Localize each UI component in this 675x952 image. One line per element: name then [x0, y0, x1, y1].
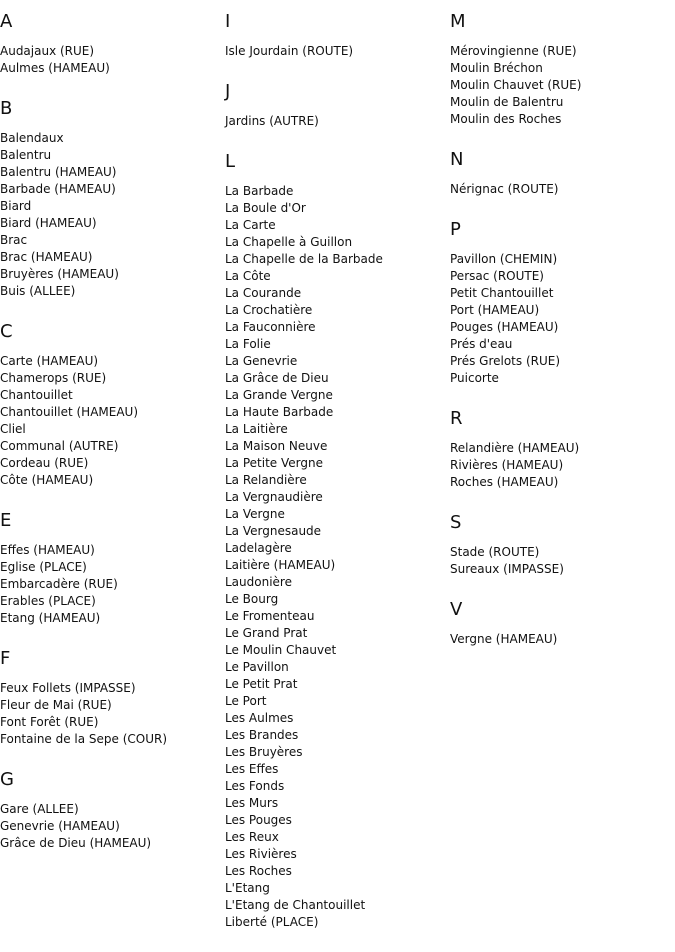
list-item — [450, 474, 670, 491]
list-item — [0, 818, 220, 835]
list-item — [225, 727, 445, 744]
street-link[interactable]: La Boule d'Or — [225, 201, 306, 215]
section-letter-heading: E — [0, 510, 12, 531]
list-item — [0, 283, 220, 300]
letter-section — [0, 648, 220, 748]
street-link[interactable]: L'Etang — [225, 881, 270, 895]
street-list — [225, 113, 445, 130]
street-list — [0, 680, 220, 748]
list-item — [0, 593, 220, 610]
street-link[interactable]: Fleur de Mai (RUE) — [0, 698, 112, 712]
street-list — [0, 353, 220, 489]
section-letter-heading: M — [450, 11, 466, 32]
index-column-3 — [450, 0, 670, 669]
section-letter-heading: R — [450, 408, 463, 429]
street-link[interactable]: Nérignac (ROUTE) — [450, 182, 559, 196]
street-link[interactable]: Les Pouges — [225, 813, 292, 827]
street-link[interactable]: Les Rivières — [225, 847, 297, 861]
letter-section — [450, 149, 670, 198]
street-link[interactable]: La Folie — [225, 337, 271, 351]
street-link[interactable]: Le Fromenteau — [225, 609, 315, 623]
list-item — [225, 506, 445, 523]
list-item — [450, 544, 670, 561]
list-item — [225, 591, 445, 608]
street-link[interactable]: Vergne (HAMEAU) — [450, 632, 558, 646]
street-link[interactable]: La Grande Vergne — [225, 388, 333, 402]
street-link[interactable]: Gare (ALLEE) — [0, 802, 79, 816]
street-link[interactable]: Rivières (HAMEAU) — [450, 458, 564, 472]
list-item — [225, 472, 445, 489]
street-link[interactable]: La Crochatière — [225, 303, 313, 317]
section-letter-heading: N — [450, 149, 464, 170]
letter-section — [225, 151, 445, 931]
list-item — [0, 731, 220, 748]
list-item — [225, 642, 445, 659]
street-link[interactable]: La Grâce de Dieu — [225, 371, 329, 385]
letter-section — [0, 769, 220, 852]
street-link[interactable]: Roches (HAMEAU) — [450, 475, 559, 489]
section-letter-heading: B — [0, 98, 13, 119]
street-link[interactable]: Erables (PLACE) — [0, 594, 96, 608]
list-item — [225, 234, 445, 251]
street-link[interactable]: Carte (HAMEAU) — [0, 354, 99, 368]
list-item — [450, 285, 670, 302]
street-link[interactable]: Biard — [0, 199, 32, 213]
street-link[interactable]: Aulmes (HAMEAU) — [0, 61, 110, 75]
list-item — [225, 489, 445, 506]
street-link[interactable]: La Courande — [225, 286, 302, 300]
list-item — [450, 94, 670, 111]
street-link[interactable]: Laitière (HAMEAU) — [225, 558, 336, 572]
street-link[interactable]: Embarcadère (RUE) — [0, 577, 118, 591]
list-item — [225, 761, 445, 778]
list-item — [450, 457, 670, 474]
street-list — [450, 440, 670, 491]
letter-section — [450, 512, 670, 578]
street-link[interactable]: La Haute Barbade — [225, 405, 334, 419]
street-link[interactable]: Balentru (HAMEAU) — [0, 165, 117, 179]
street-link[interactable]: Balentru — [0, 148, 52, 162]
letter-section — [450, 11, 670, 128]
street-link[interactable]: Balendaux — [0, 131, 64, 145]
letter-section — [225, 81, 445, 130]
index-column-1 — [0, 0, 220, 873]
section-letter-heading: L — [225, 151, 236, 172]
list-item — [225, 880, 445, 897]
section-letter-heading: C — [0, 321, 13, 342]
index-column-2 — [225, 0, 445, 952]
street-link[interactable]: Audajaux (RUE) — [0, 44, 95, 58]
list-item — [225, 625, 445, 642]
street-link[interactable]: Barbade (HAMEAU) — [0, 182, 116, 196]
list-item — [225, 302, 445, 319]
list-item — [225, 557, 445, 574]
list-item — [450, 111, 670, 128]
list-item — [225, 540, 445, 557]
street-list — [0, 542, 220, 627]
list-item — [225, 113, 445, 130]
list-item — [0, 697, 220, 714]
street-link[interactable]: Chantouillet (HAMEAU) — [0, 405, 139, 419]
section-letter-heading: J — [225, 81, 231, 102]
list-item — [0, 455, 220, 472]
list-item — [225, 897, 445, 914]
letter-section — [0, 11, 220, 77]
letter-section — [225, 11, 445, 60]
list-item — [0, 266, 220, 283]
street-link[interactable]: La Chapelle à Guillon — [225, 235, 353, 249]
section-letter-heading: A — [0, 11, 13, 32]
street-link[interactable]: Côte (HAMEAU) — [0, 473, 94, 487]
street-link[interactable]: Persac (ROUTE) — [450, 269, 544, 283]
street-link[interactable]: Port (HAMEAU) — [450, 303, 540, 317]
letter-section — [0, 321, 220, 489]
list-item — [450, 319, 670, 336]
street-list — [0, 801, 220, 852]
list-item — [225, 523, 445, 540]
list-item — [0, 370, 220, 387]
list-item — [450, 336, 670, 353]
list-item — [225, 43, 445, 60]
street-link[interactable]: Les Roches — [225, 864, 292, 878]
street-list — [0, 43, 220, 77]
list-item — [225, 421, 445, 438]
list-item — [450, 60, 670, 77]
street-link[interactable]: La Relandière — [225, 473, 307, 487]
list-item — [225, 914, 445, 931]
list-item — [0, 404, 220, 421]
street-list — [225, 183, 445, 931]
list-item — [0, 438, 220, 455]
street-link[interactable]: Bruyères (HAMEAU) — [0, 267, 119, 281]
section-letter-heading: V — [450, 599, 463, 620]
street-link[interactable]: Brac — [0, 233, 28, 247]
list-item — [0, 387, 220, 404]
list-item — [0, 835, 220, 852]
street-link[interactable]: Buis (ALLEE) — [0, 284, 76, 298]
list-item — [225, 710, 445, 727]
list-item — [225, 200, 445, 217]
list-item — [0, 215, 220, 232]
street-link[interactable]: Les Reux — [225, 830, 279, 844]
street-link[interactable]: Les Bruyères — [225, 745, 303, 759]
list-item — [450, 370, 670, 387]
list-item — [225, 829, 445, 846]
street-list — [450, 631, 670, 648]
list-item — [450, 440, 670, 457]
street-link[interactable]: La Carte — [225, 218, 276, 232]
street-link[interactable]: Prés Grelots (RUE) — [450, 354, 561, 368]
list-item — [450, 181, 670, 198]
list-item — [0, 559, 220, 576]
list-item — [0, 680, 220, 697]
list-item — [225, 744, 445, 761]
list-item — [0, 472, 220, 489]
street-link[interactable]: Prés d'eau — [450, 337, 513, 351]
street-link[interactable]: Grâce de Dieu (HAMEAU) — [0, 836, 152, 850]
list-item — [225, 336, 445, 353]
street-list — [450, 544, 670, 578]
street-link[interactable]: Le Grand Prat — [225, 626, 308, 640]
street-link[interactable]: Feux Follets (IMPASSE) — [0, 681, 136, 695]
street-list — [450, 181, 670, 198]
street-link[interactable]: Le Pavillon — [225, 660, 289, 674]
street-link[interactable]: Font Forêt (RUE) — [0, 715, 99, 729]
list-item — [0, 610, 220, 627]
list-item — [225, 387, 445, 404]
list-item — [0, 198, 220, 215]
street-link[interactable]: Laudonière — [225, 575, 292, 589]
street-link[interactable]: Cliel — [0, 422, 26, 436]
street-link[interactable]: Moulin Bréchon — [450, 61, 543, 75]
section-letter-heading: F — [0, 648, 11, 669]
street-link[interactable]: Les Fonds — [225, 779, 285, 793]
street-link[interactable]: La Vergnaudière — [225, 490, 323, 504]
street-link[interactable]: Brac (HAMEAU) — [0, 250, 93, 264]
street-link[interactable]: Pavillon (CHEMIN) — [450, 252, 558, 266]
list-item — [450, 251, 670, 268]
street-link[interactable]: Mérovingienne (RUE) — [450, 44, 577, 58]
letter-section — [450, 408, 670, 491]
street-link[interactable]: L'Etang de Chantouillet — [225, 898, 366, 912]
list-item — [225, 574, 445, 591]
street-link[interactable]: Etang (HAMEAU) — [0, 611, 101, 625]
street-link[interactable]: La Chapelle de la Barbade — [225, 252, 383, 266]
street-link[interactable]: Communal (AUTRE) — [0, 439, 119, 453]
list-item — [225, 183, 445, 200]
list-item — [225, 608, 445, 625]
street-link[interactable]: Les Aulmes — [225, 711, 294, 725]
street-link[interactable]: La Fauconnière — [225, 320, 316, 334]
letter-section — [0, 98, 220, 300]
street-link[interactable]: Le Bourg — [225, 592, 279, 606]
list-item — [225, 217, 445, 234]
section-letter-heading: G — [0, 769, 14, 790]
list-item — [450, 77, 670, 94]
street-link[interactable]: Relandière (HAMEAU) — [450, 441, 580, 455]
letter-section — [0, 510, 220, 627]
list-item — [225, 319, 445, 336]
street-link[interactable]: La Genevrie — [225, 354, 298, 368]
street-link[interactable]: Moulin des Roches — [450, 112, 562, 126]
list-item — [0, 353, 220, 370]
list-item — [0, 43, 220, 60]
section-letter-heading: I — [225, 11, 231, 32]
street-link[interactable]: La Petite Vergne — [225, 456, 323, 470]
list-item — [0, 232, 220, 249]
list-item — [225, 676, 445, 693]
street-link[interactable]: La Barbade — [225, 184, 294, 198]
street-link[interactable]: Le Port — [225, 694, 267, 708]
street-link[interactable]: La Côte — [225, 269, 271, 283]
street-link[interactable]: Chantouillet — [0, 388, 73, 402]
street-link[interactable]: Chamerops (RUE) — [0, 371, 107, 385]
list-item — [450, 353, 670, 370]
list-item — [225, 353, 445, 370]
street-link[interactable]: Ladelagère — [225, 541, 292, 555]
street-link[interactable]: Pouges (HAMEAU) — [450, 320, 559, 334]
list-item — [225, 285, 445, 302]
street-list — [450, 251, 670, 387]
street-link[interactable]: La Vergnesaude — [225, 524, 322, 538]
street-link[interactable]: Isle Jourdain (ROUTE) — [225, 44, 354, 58]
street-link[interactable]: Le Petit Prat — [225, 677, 298, 691]
list-item — [225, 795, 445, 812]
list-item — [225, 812, 445, 829]
street-link[interactable]: Eglise (PLACE) — [0, 560, 87, 574]
street-link[interactable]: Moulin Chauvet (RUE) — [450, 78, 582, 92]
list-item — [225, 268, 445, 285]
letter-section — [450, 219, 670, 387]
list-item — [0, 421, 220, 438]
street-link[interactable]: Les Effes — [225, 762, 279, 776]
list-item — [225, 846, 445, 863]
street-link[interactable]: Cordeau (RUE) — [0, 456, 89, 470]
street-link[interactable]: Puicorte — [450, 371, 499, 385]
street-link[interactable]: Jardins (AUTRE) — [225, 114, 319, 128]
street-list — [225, 43, 445, 60]
list-item — [450, 561, 670, 578]
street-link[interactable]: Les Murs — [225, 796, 279, 810]
letter-section — [450, 599, 670, 648]
list-item — [225, 863, 445, 880]
street-link[interactable]: Stade (ROUTE) — [450, 545, 540, 559]
list-item — [225, 370, 445, 387]
street-link[interactable]: Le Moulin Chauvet — [225, 643, 337, 657]
list-item — [225, 659, 445, 676]
list-item — [0, 714, 220, 731]
list-item — [0, 130, 220, 147]
street-link[interactable]: La Maison Neuve — [225, 439, 328, 453]
street-link[interactable]: Genevrie (HAMEAU) — [0, 819, 120, 833]
street-link[interactable]: Effes (HAMEAU) — [0, 543, 95, 557]
street-link[interactable]: Liberté (PLACE) — [225, 915, 319, 929]
list-item — [225, 438, 445, 455]
list-item — [0, 164, 220, 181]
street-link[interactable]: Sureaux (IMPASSE) — [450, 562, 564, 576]
list-item — [450, 43, 670, 60]
list-item — [0, 60, 220, 77]
street-link[interactable]: Petit Chantouillet — [450, 286, 554, 300]
list-item — [0, 576, 220, 593]
list-item — [0, 181, 220, 198]
list-item — [0, 249, 220, 266]
list-item — [0, 147, 220, 164]
list-item — [225, 455, 445, 472]
section-letter-heading: P — [450, 219, 461, 240]
street-link[interactable]: Biard (HAMEAU) — [0, 216, 97, 230]
street-link[interactable]: La Vergne — [225, 507, 285, 521]
list-item — [0, 801, 220, 818]
list-item — [225, 778, 445, 795]
street-list — [0, 130, 220, 300]
street-link[interactable]: Fontaine de la Sepe (COUR) — [0, 732, 168, 746]
street-link[interactable]: Les Brandes — [225, 728, 299, 742]
street-link[interactable]: Moulin de Balentru — [450, 95, 564, 109]
list-item — [225, 693, 445, 710]
list-item — [450, 268, 670, 285]
list-item — [225, 251, 445, 268]
street-link[interactable]: La Laitière — [225, 422, 288, 436]
section-letter-heading: S — [450, 512, 462, 533]
list-item — [0, 542, 220, 559]
list-item — [450, 302, 670, 319]
list-item — [225, 404, 445, 421]
list-item — [450, 631, 670, 648]
street-list — [450, 43, 670, 128]
